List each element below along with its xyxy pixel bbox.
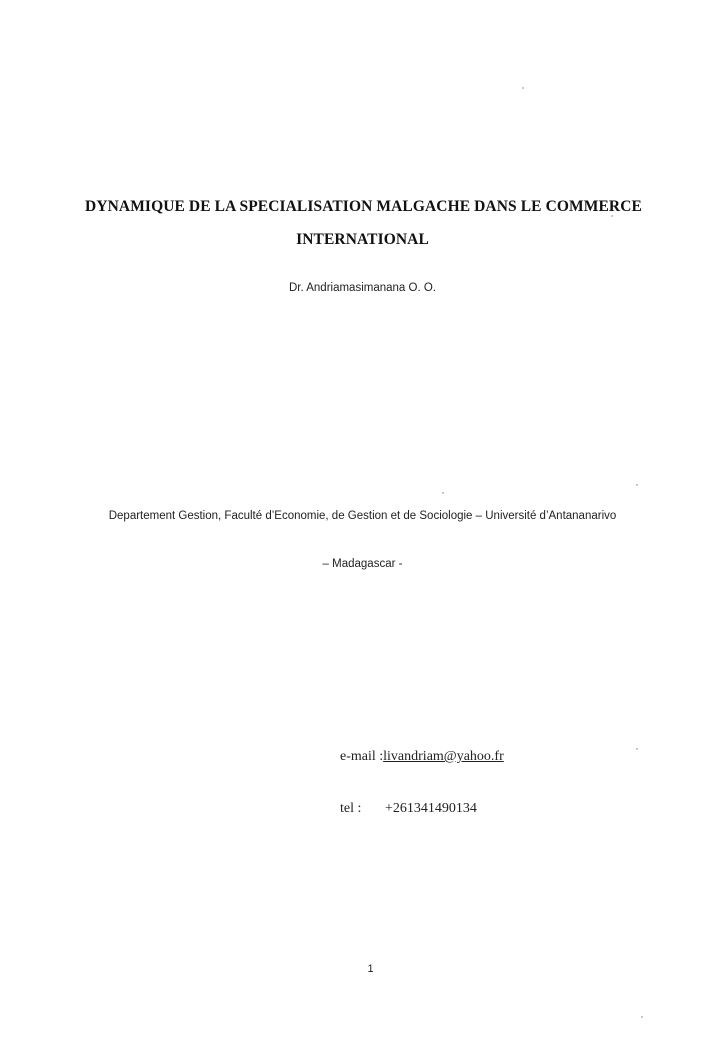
- page-number: 1: [367, 963, 374, 975]
- author-country: – Madagascar -: [322, 558, 403, 570]
- telephone-number: +261341490134: [385, 801, 477, 816]
- scan-speck: [522, 87, 524, 89]
- document-title-line-1: DYNAMIQUE DE LA SPECIALISATION MALGACHE DANS LE COMMERCE: [85, 198, 642, 215]
- scan-speck: [611, 215, 613, 217]
- telephone-label: tel :: [340, 801, 362, 816]
- author-affiliation: Departement Gestion, Faculté d’Economie, de Gestion et de Sociologie – Université d’Antananarivo: [108, 510, 617, 522]
- author-name: Dr. Andriamasimanana O. O.: [288, 282, 436, 294]
- scan-speck: [636, 748, 638, 750]
- email-label: e-mail :: [340, 749, 384, 764]
- telephone-line: [340, 801, 477, 817]
- email-link[interactable]: livandriam@yahoo.fr: [383, 749, 504, 764]
- scan-speck: [442, 492, 444, 494]
- scan-speck: [636, 484, 638, 486]
- email-line: [340, 749, 504, 765]
- scan-speck: [641, 1016, 643, 1018]
- document-title-line-2: INTERNATIONAL: [296, 231, 429, 248]
